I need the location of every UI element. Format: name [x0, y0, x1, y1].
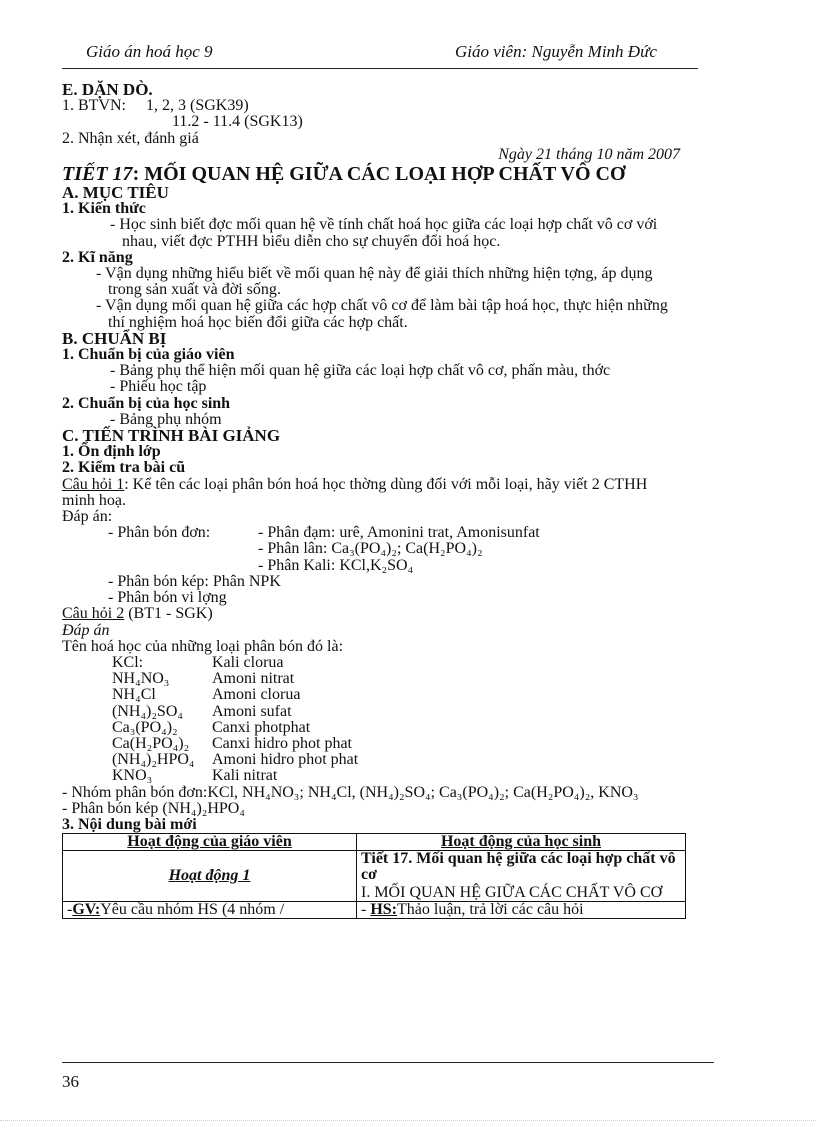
page-number: 36	[62, 1072, 79, 1091]
document-body	[62, 82, 680, 919]
header-divider	[62, 68, 698, 69]
col-student-header: Hoạt động của học sinh	[357, 834, 686, 851]
btvn-line	[62, 98, 680, 114]
fertilizer-name: Canxi photphat	[212, 718, 311, 736]
btvn-label: 1. BTVN:	[62, 97, 126, 115]
section-a-title: A. MỤC TIÊU	[62, 183, 169, 203]
names-intro: Tên hoá học của những loại phân bón đó là:	[62, 637, 344, 655]
skills-heading: 2. Kĩ năng	[62, 248, 133, 266]
teacher-prep-2: - Phiếu học tập	[110, 378, 207, 396]
hs-text: Thảo luận, trả lời các câu hỏi	[397, 901, 584, 919]
lesson-cell	[357, 851, 686, 902]
step-3: 3. Nội dung bài mới	[62, 815, 197, 833]
activity-table	[62, 833, 686, 919]
table-header-row	[63, 834, 686, 851]
section-e-title: E. DẶN DÒ.	[62, 80, 153, 99]
fertilizer-formula: KNO₃	[112, 767, 153, 785]
teacher-prep-heading: 1. Chuẩn bị của giáo viên	[62, 346, 235, 364]
fertilizer-formula: Ca₃(PO₄)₂	[112, 718, 178, 736]
answer-label: Đáp án:	[62, 508, 113, 526]
hs-cell: - HS:Thảo luận, trả lời các câu hỏi	[357, 902, 686, 919]
hs-label: HS:	[370, 901, 397, 919]
fertilizer-name: Amoni nitrat	[212, 670, 295, 688]
group-compound: - Phân bón kép (NH₄)₂HPO₄	[62, 799, 245, 817]
btvn-1: 1, 2, 3 (SGK39)	[146, 97, 249, 115]
single-item-2: - Phân lân: Ca₃(PO₄)₂; Ca(H₂PO₄)₂	[258, 540, 483, 558]
fertilizer-name: Kali nitrat	[212, 767, 278, 785]
student-prep-heading: 2. Chuẩn bị của học sinh	[62, 394, 231, 412]
answer-2-label: Đáp án	[62, 621, 110, 639]
teacher-prep-1: - Bảng phụ thể hiện mối quan hệ giữa các loại hợp chất vô cơ, phấn màu, thớc	[110, 362, 611, 380]
fertilizer-name: Kali clorua	[212, 653, 284, 671]
fertilizer-name: Canxi hidro phot phat	[212, 734, 352, 752]
activity-title: Hoạt động 1	[168, 867, 251, 885]
step-2: 2. Kiểm tra bài cũ	[62, 459, 186, 477]
group-single: - Nhóm phân bón đơn:KCl, NH₄NO₃; NH₄Cl, (NH₄)₂SO₄; Ca₃(PO₄)₂; Ca(H₂PO₄)₂, KNO₃	[62, 783, 639, 801]
fertilizer-name: Amoni hidro phot phat	[212, 751, 359, 769]
question-2	[62, 606, 680, 622]
lesson-label: TIẾT 17	[62, 163, 133, 186]
student-prep-1: - Bảng phụ nhóm	[110, 410, 222, 428]
review-line: 2. Nhận xét, đánh giá	[62, 129, 199, 147]
step-1: 1. Ổn định lớp	[62, 443, 161, 461]
question-1-label: Câu hỏi 1	[62, 475, 125, 493]
gv-text: Yêu cầu nhóm HS (4 nhóm /	[100, 901, 285, 919]
fertilizer-name-table	[62, 655, 680, 785]
question-2-label: Câu hỏi 2	[62, 605, 125, 623]
fertilizer-formula: NH₄Cl	[112, 686, 156, 704]
fertilizer-formula: (NH₄)₂SO₄	[112, 702, 183, 720]
fertilizer-formula: KCl:	[112, 653, 144, 671]
skills-item-2: - Vận dụng mối quan hệ giữa các hợp chất vô cơ để làm bài tập hoá học, thực hiện những thí nghiệm hoá học biến đổi giữa các hợp chất.	[96, 297, 668, 331]
skills-item-1: - Vận dụng những hiểu biết về mối quan hệ này để giải thích những hiện tợng, áp dụng trong sản xuất và đời sống.	[96, 265, 653, 299]
fertilizer-name: Amoni sufat	[212, 702, 292, 720]
single-list	[258, 525, 540, 574]
single-item-3: - Phân Kali: KCl,K₂SO₄	[258, 556, 414, 574]
lesson-title	[62, 163, 680, 185]
single-fertilizer-block	[62, 525, 680, 574]
question-1-text: : Kể tên các loại phân bón hoá học thờng dùng đối với mỗi loại, hãy viết 2 CTHH minh hoạ.	[62, 475, 648, 509]
knowledge-heading: 1. Kiến thức	[62, 200, 146, 218]
col-teacher-header: Hoạt động của giáo viên	[63, 834, 357, 851]
lesson-date: Ngày 21 tháng 10 năm 2007	[498, 145, 680, 163]
single-item-1: - Phân đạm: urê, Amonini trat, Amonisunfat	[258, 524, 540, 542]
fertilizer-formula: (NH₄)₂HPO₄	[112, 751, 195, 769]
knowledge-item: - Học sinh biết đợc mối quan hệ về tính chất hoá học giữa các loại hợp chất vô cơ với nhau, viết đợc PTHH biểu diễn cho sự chuyển đổi hoá học.	[110, 216, 658, 250]
table-section-i: I. MỐI QUAN HỆ GIỮA CÁC CHẤT VÔ CƠ	[361, 884, 663, 902]
compound-fertilizer: - Phân bón kép: Phân NPK	[108, 572, 281, 590]
header-left: Giáo án hoá học 9	[86, 42, 213, 61]
table-row	[63, 851, 686, 902]
section-c-title: C. TIẾN TRÌNH BÀI GIẢNG	[62, 426, 281, 446]
gv-label: GV:	[72, 901, 101, 919]
lesson-title-text: : MỐI QUAN HỆ GIỮA CÁC LOẠI HỢP CHẤT VÔ CƠ	[132, 163, 626, 186]
table-lesson-title: Tiết 17. Mối quan hệ giữa các loại hợp chất vô cơ	[361, 850, 676, 884]
gv-cell: -GV:Yêu cầu nhóm HS (4 nhóm /	[63, 902, 357, 919]
fertilizer-formula: NH₄NO₃	[112, 670, 170, 688]
question-2-text: (BT1 - SGK)	[124, 605, 213, 623]
micro-fertilizer: - Phân bón vi lợng	[108, 589, 227, 607]
header-right: Giáo viên: Nguyễn Minh Đức	[455, 42, 657, 61]
single-label: - Phân bón đơn:	[108, 524, 211, 542]
question-1	[62, 477, 680, 509]
table-row	[63, 902, 686, 919]
fertilizer-formula: Ca(H₂PO₄)₂	[112, 734, 190, 752]
footer-divider	[62, 1062, 714, 1063]
section-b-title: B. CHUẨN BỊ	[62, 328, 167, 348]
btvn-2: 11.2 - 11.4 (SGK13)	[172, 113, 303, 131]
activity-cell	[63, 851, 357, 902]
fertilizer-name: Amoni clorua	[212, 686, 301, 704]
page-edge	[0, 1120, 816, 1121]
